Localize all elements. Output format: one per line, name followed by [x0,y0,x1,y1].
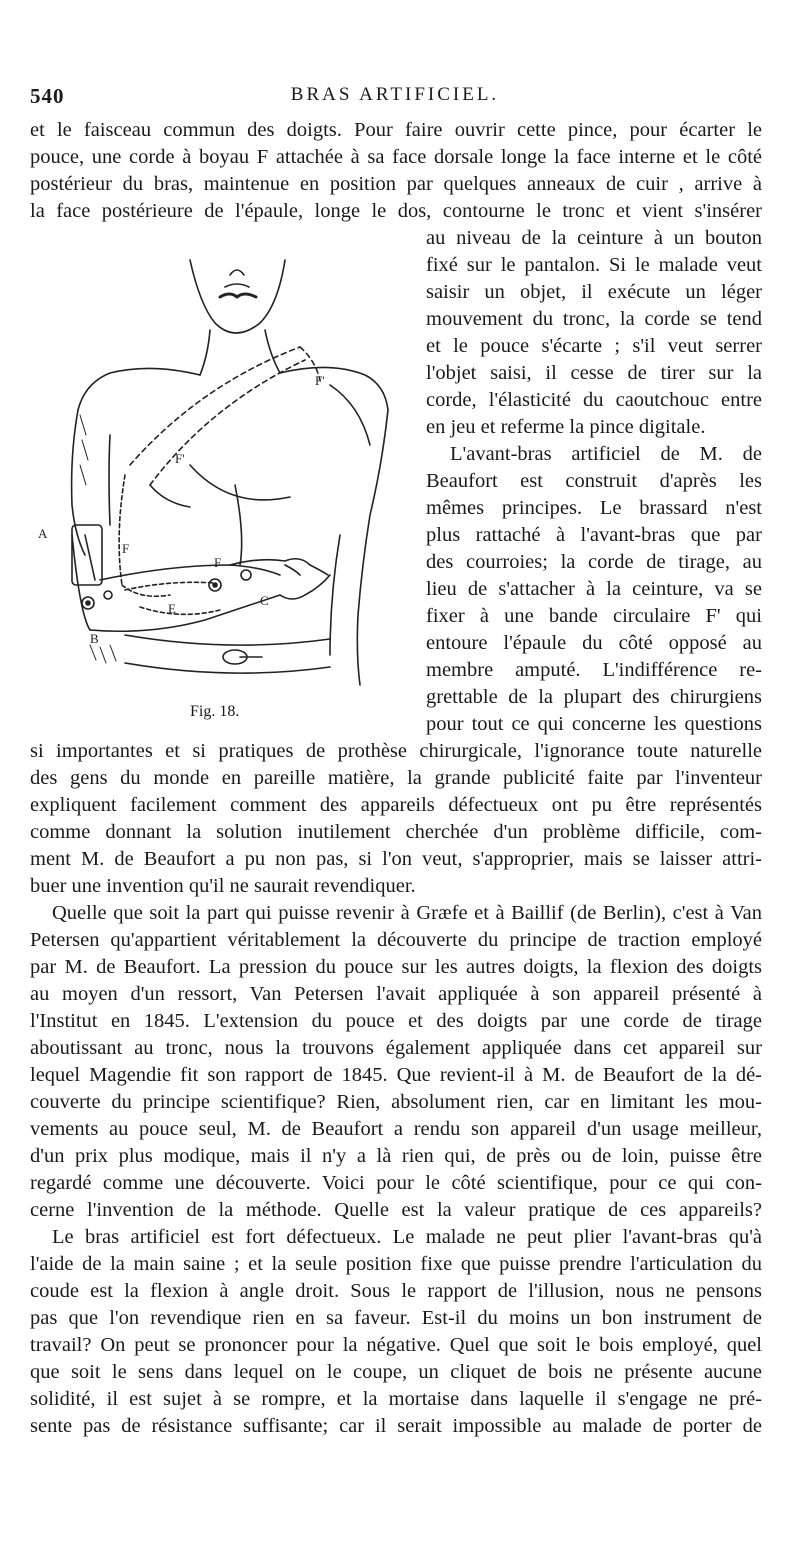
text-line: cerne l'invention de la méthode. Quelle est la valeur pratique de ces appareils? [30,1199,762,1221]
text-line: vements au pouce seul, M. de Beaufort a rendu son appareil d'un usage meilleur, [30,1118,762,1140]
text-line: coude est la flexion à angle droit. Sous le rapport de l'illusion, nous ne pensons [30,1280,762,1302]
text-line: corde, l'élasticité du caoutchouc entre [426,389,762,411]
figure-label-c: C [260,593,269,608]
text-line: fixé sur le pantalon. Si le malade veut [426,254,762,276]
artificial-arm-engraving [30,235,420,705]
text-line: mêmes principes. Le brassard n'est [426,497,762,519]
text-line: Beaufort est construit d'après les [426,470,762,492]
text-line: expliquent facilement comment des appareils défectueux ont pu être représentés [30,794,762,816]
text-line: regardé comme une découverte. Voici pour le côté scientifique, pour ce qui con- [30,1172,762,1194]
figure-label-f-hand: F [214,555,222,570]
text-line: membre amputé. L'indifférence re- [426,659,762,681]
text-line: mouvement du tronc, la corde se tend [426,308,762,330]
page-number: 540 [30,84,65,108]
text-line: aboutissant au tronc, nous la trouvons également appliquée dans cet appareil sur [30,1037,762,1059]
text-line: buer une invention qu'il ne saurait revendiquer. [30,875,416,897]
text-line: que soit le sens dans lequel on le coupe, un cliquet de bois ne présente aucune [30,1361,762,1383]
figure-label-f-prime-chest: F' [175,451,185,466]
text-line: pouce, une corde à boyau F attachée à sa face dorsale longe la face interne et le côté [30,146,762,168]
text-line: postérieur du bras, maintenue en position par quelques anneaux de cuir , arrive à [30,173,762,195]
figure-label-a: A [38,526,48,541]
text-line: la face postérieure de l'épaule, longe le dos, contourne le tronc et vient s'insérer [30,200,762,222]
text-line: par M. de Beaufort. La pression du pouce sur les autres doigts, la flexion des doigts [30,956,762,978]
text-line: pour tout ce qui concerne les questions [426,713,762,735]
text-line: au moyen d'un ressort, Van Petersen l'avait appliquée à son appareil présenté à [30,983,762,1005]
text-line: l'aide de la main saine ; et la seule position fixe que puisse prendre l'articulation du [30,1253,762,1275]
text-line: des courroies; la corde de tirage, au [426,551,762,573]
figure-label-b: B [90,631,99,646]
figure-illustration [30,235,420,705]
figure-caption: Fig. 18. [190,703,240,720]
figure-label-f: F [122,541,130,556]
text-line: l'Institut en 1845. L'extension du pouce et des doigts par une corde de tirage [30,1010,762,1032]
text-line: saisir un objet, il exécute un léger [426,281,762,303]
text-line: plus rattaché à l'avant-bras que par [426,524,762,546]
text-line: lieu de s'attacher à la ceinture, va se [426,578,762,600]
text-line: L'avant-bras artificiel de M. de [450,443,762,465]
text-line: et le pouce s'écarte ; s'il veut serrer [426,335,762,357]
text-line: grettable de la plupart des chirurgiens [426,686,762,708]
text-line: Le bras artificiel est fort défectueux. Le malade ne peut plier l'avant-bras qu'à [52,1226,762,1248]
text-line: lequel Magendie fit son rapport de 1845. Que revient-il à M. de Beaufort de la dé- [30,1064,762,1086]
figure-label-e: E [168,601,176,616]
text-line: Quelle que soit la part qui puisse revenir à Græfe et à Baillif (de Berlin), c'est à Van [52,902,762,924]
text-line: fixer à une bande circulaire F' qui [426,605,762,627]
text-line: travail? On peut se prononcer pour la négative. Quel que soit le bois employé, quel [30,1334,762,1356]
running-title: BRAS ARTIFICIEL. [290,84,500,105]
text-line: l'objet saisi, il cesse de tirer sur la [426,362,762,384]
text-line: d'un prix plus modique, mais il n'y a là rien qui, de près ou de loin, puisse être [30,1145,762,1167]
text-line: solidité, il est sujet à se rompre, et la mortaise dans laquelle il s'engage ne pré- [30,1388,762,1410]
text-line: pas que l'on revendique rien en sa faveur. Est-il du moins un bon instrument de [30,1307,762,1329]
text-line: couverte du principe scientifique? Rien, absolument rien, car en limitant les mou- [30,1091,762,1113]
figure-label-f-prime-shoulder: F' [315,373,325,388]
text-line: et le faisceau commun des doigts. Pour faire ouvrir cette pince, pour écarter le [30,119,762,141]
text-line: Petersen qu'appartient véritablement la découverte du principe de traction employé [30,929,762,951]
page-header [30,84,760,110]
text-line: ment M. de Beaufort a pu non pas, si l'on veut, s'approprier, mais se laisser attri- [30,848,762,870]
text-line: comme donnant la solution inutilement cherchée d'un problème difficile, com- [30,821,762,843]
text-line: en jeu et referme la pince digitale. [426,416,706,438]
text-line: entoure l'épaule du côté opposé au [426,632,762,654]
text-line: sente pas de résistance suffisante; car il serait impossible au malade de porter de [30,1415,762,1437]
text-line: au niveau de la ceinture à un bouton [426,227,762,249]
text-line: des gens du monde en pareille matière, la grande publicité faite par l'inventeur [30,767,762,789]
text-line: si importantes et si pratiques de prothèse chirurgicale, l'ignorance toute naturelle [30,740,762,762]
